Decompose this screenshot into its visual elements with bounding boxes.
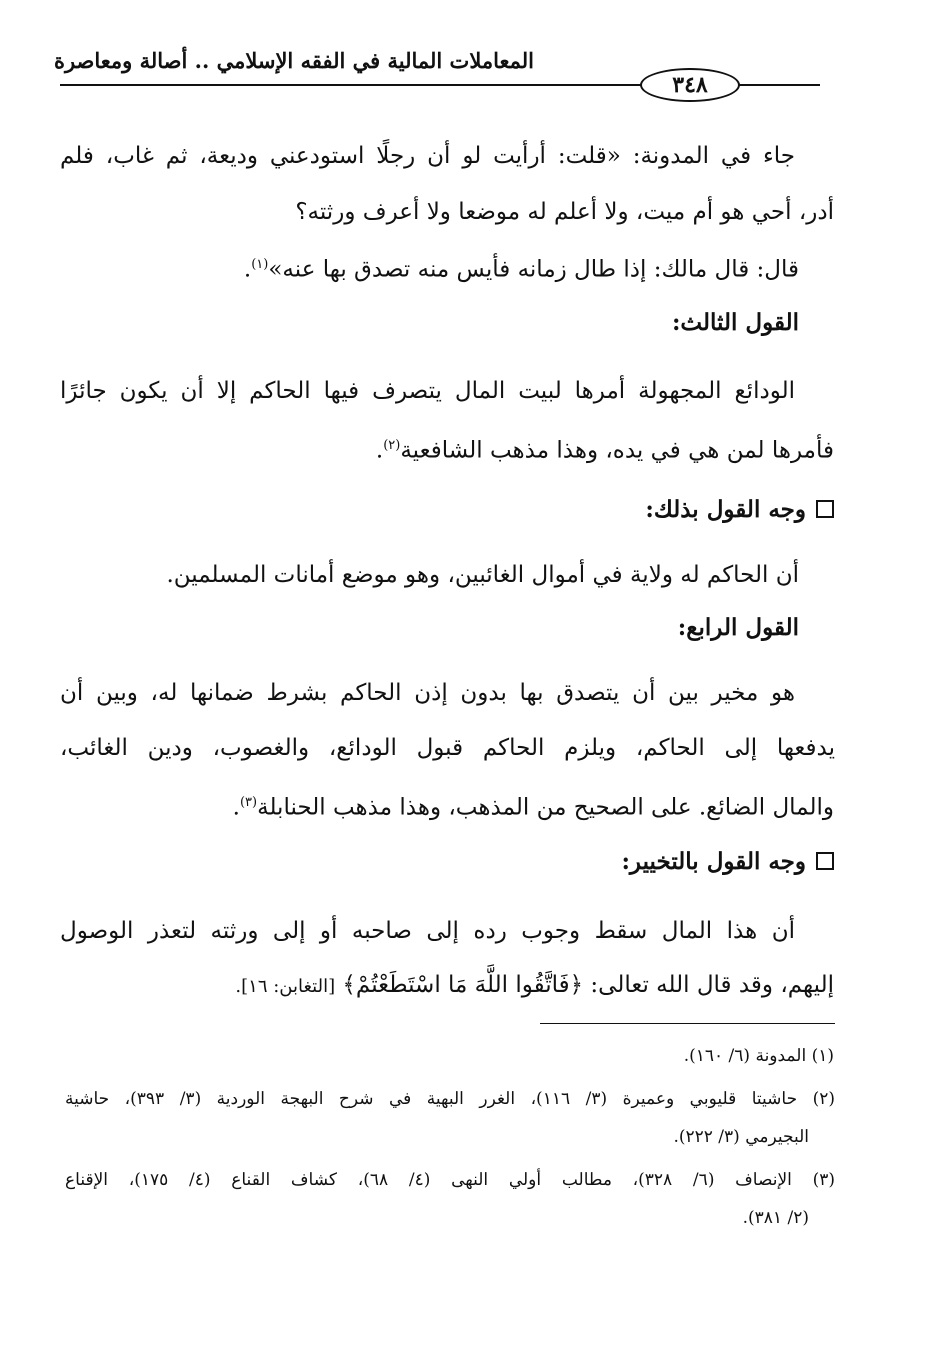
footnote-ref: (١) bbox=[251, 257, 269, 272]
footnote-ref: (٣) bbox=[239, 795, 258, 810]
paragraph-line: أن الحاكم له ولاية في أموال الغائبين، وهو موضع أمانات المسلمين. bbox=[166, 562, 799, 588]
paragraph-line: يدفعها إلى الحاكم، ويلزم الحاكم قبول الودائع، والغصوب، ودين الغائب، bbox=[60, 735, 835, 761]
heading-text: وجه القول بذلك: bbox=[645, 496, 806, 523]
checkbox-bullet-icon bbox=[816, 852, 834, 870]
paragraph-line: جاء في المدونة: «قلت: أرأيت لو أن رجلًا استودعني وديعة، ثم غاب، فلم bbox=[60, 143, 795, 169]
paragraph-line bbox=[235, 957, 834, 1015]
checkbox-bullet-icon bbox=[816, 500, 834, 518]
section-heading: القول الثالث: bbox=[671, 309, 799, 336]
paragraph-text: والمال الضائع. على الصحيح من المذهب، وهذا مذهب الحنابلة bbox=[257, 794, 834, 821]
footnote-separator bbox=[540, 1023, 835, 1024]
paragraph-text: إليهم، وقد قال الله تعالى: bbox=[590, 972, 834, 998]
footnote-line: (٢/ ٣٨١). bbox=[742, 1208, 809, 1228]
running-header-title: المعاملات المالية في الفقه الإسلامي .. أصالة ومعاصرة bbox=[53, 48, 534, 73]
section-heading: القول الرابع: bbox=[677, 614, 799, 641]
footnote-line: البجيرمي (٣/ ٢٢٢). bbox=[673, 1127, 809, 1147]
paragraph-line: فأمرها لمن هي في يده، وهذا مذهب الشافعية$^{(٢)}$. bbox=[375, 437, 834, 464]
footnote-line: (٢) حاشيتا قليوبي وعميرة (٣/ ١١٦)، الغرر البهية في شرح البهجة الوردية (٣/ ٣٩٣)، حاشية bbox=[65, 1089, 836, 1109]
section-heading bbox=[621, 848, 834, 875]
page-number: ٣٤٨ bbox=[640, 68, 740, 102]
paragraph-line: أن هذا المال سقط وجوب رده إلى صاحبه أو إلى ورثته لتعذر الوصول bbox=[60, 918, 795, 944]
paragraph-line: والمال الضائع. على الصحيح من المذهب، وهذا مذهب الحنابلة$^{(٣)}$. bbox=[232, 794, 834, 821]
heading-text: وجه القول بالتخيير: bbox=[621, 848, 806, 875]
paragraph-text: فأمرها لمن هي في يده، وهذا مذهب الشافعية bbox=[400, 437, 834, 464]
paragraph-line: الودائع المجهولة أمرها لبيت المال يتصرف فيها الحاكم إلا أن يكون جائرًا bbox=[60, 378, 795, 404]
section-heading bbox=[645, 496, 834, 523]
quran-verse: ﴿فَاتَّقُوا اللَّهَ مَا اسْتَطَعْتُمْ﴾ bbox=[342, 972, 584, 998]
paragraph-line: أدر، أحي هو أم ميت، ولا أعلم له موضعا ولا أعرف ورثته؟ bbox=[295, 199, 834, 225]
footnote-ref: (٢) bbox=[383, 438, 401, 453]
quote-text: قال: قال مالك: إذا طال زمانه فأيس منه تصدق بها عنه» bbox=[268, 256, 799, 283]
verse-citation: [التغابن: ١٦]. bbox=[235, 976, 336, 997]
paragraph-line: هو مخير بين أن يتصدق بها بدون إذن الحاكم بشرط ضمانها له، وبين أن bbox=[60, 680, 795, 706]
paragraph-line: قال: قال مالك: إذا طال زمانه فأيس منه تصدق بها عنه»$^{(١)}$. bbox=[243, 256, 799, 283]
footnote-line: (٣) الإنصاف (٦/ ٣٢٨)، مطالب أولي النهى (٤/ ٦٨)، كشاف القناع (٤/ ١٧٥)، الإقناع bbox=[65, 1170, 836, 1190]
footnote: (١) المدونة (٦/ ١٦٠). bbox=[683, 1046, 834, 1066]
